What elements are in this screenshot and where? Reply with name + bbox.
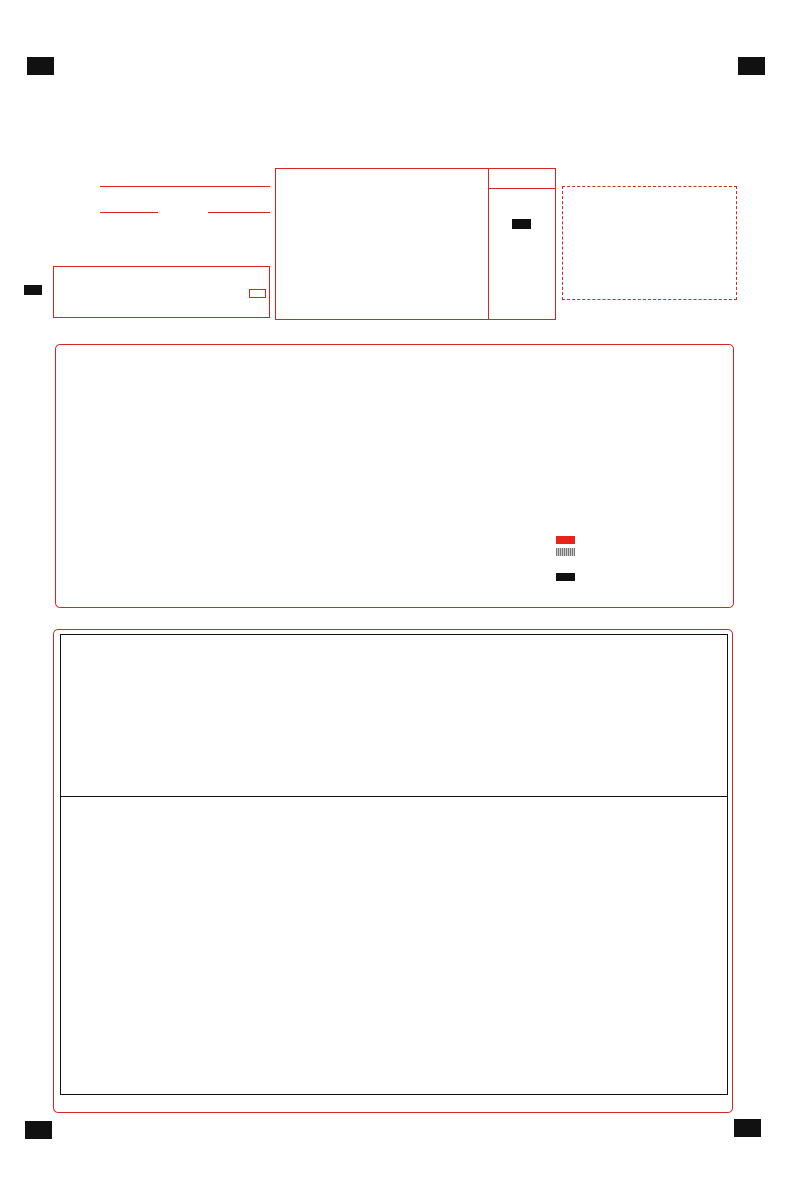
- absence-checkbox[interactable]: [249, 289, 266, 298]
- name-field[interactable]: [100, 186, 270, 187]
- correct-fill-sample: [512, 219, 531, 229]
- exam-room-field[interactable]: [100, 212, 158, 213]
- fill-sample-divider: [488, 188, 556, 189]
- choice-mark-red: [556, 536, 575, 544]
- notice-divider: [488, 168, 489, 320]
- choice-mark-gray: [556, 548, 575, 556]
- absence-mark: [24, 285, 42, 295]
- barcode-area: [562, 186, 737, 300]
- notice-box: [275, 168, 556, 320]
- seat-field[interactable]: [208, 212, 270, 213]
- answer-frame: [60, 634, 728, 1095]
- choice-section: [55, 344, 734, 608]
- choice-mark-black: [556, 573, 575, 581]
- corner-mark: [27, 57, 54, 75]
- answer-frame-divider: [60, 796, 728, 797]
- corner-mark: [25, 1121, 52, 1139]
- corner-mark: [734, 1119, 761, 1137]
- corner-mark: [738, 57, 765, 75]
- absence-note-box: [53, 266, 270, 318]
